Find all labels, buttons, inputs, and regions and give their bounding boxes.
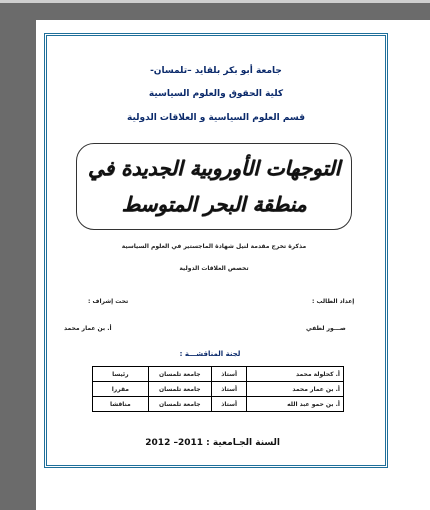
table-row [93,382,344,397]
academic-year: السنة الجـامعية : 2011– 2012 [145,438,280,448]
member-university: جامعة تلمسان [148,397,211,412]
member-role: مناقشا [93,397,149,412]
member-name: أ. بن عمار محمد [247,382,344,397]
supervisor-name: أ. بن عمار محمد [64,325,112,332]
committee-title: لجنة المناقشـــة : [179,350,241,358]
viewer-toolbar-edge [0,0,430,3]
committee-table [92,366,344,412]
member-rank: أستاذ [211,397,246,412]
thesis-title-line2: منطقة البحر المتوسط [121,192,307,216]
member-university: جامعة تلمسان [148,367,211,382]
prepared-by-label: إعداد الطالب : [312,298,355,305]
supervised-by-label: تحت إشراف : [88,298,129,305]
thesis-title-line1: التوجهات الأوروبية الجديدة في [87,156,341,180]
faculty-name: كلية الحقوق والعلوم السياسية [148,89,284,99]
member-rank: أستاذ [211,382,246,397]
member-role: رئيسا [93,367,149,382]
student-name: صـــور لطفي [306,325,346,332]
department-name: قسم العلوم السياسية و العلاقات الدولية [127,113,305,123]
member-rank: أستاذ [211,367,246,382]
thesis-title-box [76,143,352,230]
member-name: أ. كحلولة محمد [247,367,344,382]
table-row [93,367,344,382]
member-role: مقررا [93,382,149,397]
member-name: أ. بن حمو عبد الله [247,397,344,412]
member-university: جامعة تلمسان [148,382,211,397]
table-row [93,397,344,412]
university-name: جامعة أبو بكر بلقايد –تلمسان- [150,66,282,76]
thesis-description: مذكرة تخرج مقدمة لنيل شهادة الماجستير في العلوم السياسية [121,243,307,250]
specialization: تخصص العلاقات الدولية [179,265,249,272]
